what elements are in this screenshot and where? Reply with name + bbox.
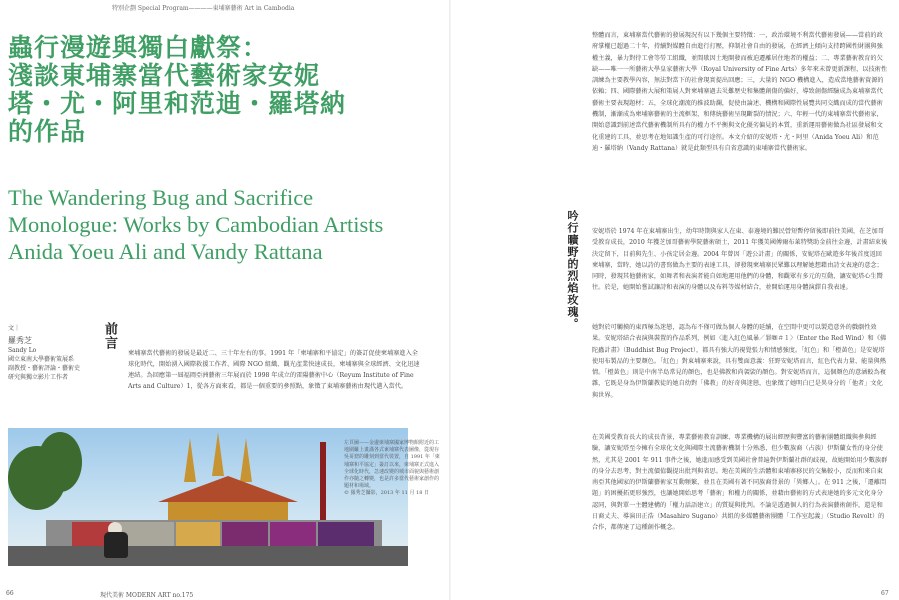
page-gutter (449, 0, 451, 600)
photo-credit: © 羅秀芝攝影，2013 年 11 月 18 日 (344, 490, 429, 497)
article-title-en (8, 184, 448, 265)
title-zh-line: 蟲行漫遊與獨白獻祭： (8, 33, 269, 62)
author-label: 文｜ (8, 325, 21, 332)
magazine-footer: 現代美術 MODERN ART no.175 (100, 592, 194, 599)
body-paragraph: 在美國受教育長大的成長背景，專業藝術教育訓練、專業機構的展出經歷與豐富的藝術團體組織與參與經驗，讓安妮塔至今擁有全球化文化與國際主流藝術機制十分熟悉，但少數族裔（占族）伊斯蘭女性的身分使然，尤其是 2001 年 911 事件之後，她進而感受到美國社會普遍對伊斯蘭社群的歧視，故她開始用少數族群的身分去思考，對主流價值觀提出批判與省思。地在美國的生活體和東埔寨移民的交集較小，反而和來自東南亞其他國家的伊斯蘭藝術家互動頻繁，並且在美國有著不同族裔背景的「異鄉人」。在 911 之後，「遷離問題」的困擾拓更形強烈，也讓她開始思考「藝術」和權力的關係，並藉由藝術的方式表達她的多元文化身分認同，與對單一主體建構的「權力話語建立」的質疑與批判。不論是透過個人的行為表演藝術創作，還是和日裔丈夫、導演田正浩（Masahiro Sugano）共組的多媒體藝術團體「工作室起義」（Studio Revolt）的合作，都傳達了這種創作概念。 (592, 434, 888, 532)
intro-paragraph: 柬埔寨當代藝術的發展是最近二、三十年左右的事。1991 年「柬埔寨和平協定」的簽訂促使柬埔寨進入全球化時代，開始湧入國際救援工作者、國際 NGO 組織、觀光產業快速成長，柬埔寨與全球經濟、文化迅速連結。為回應第一屆福岡亞洲藝術三年展而於 1998 年成立的雷陽藝術中心（Reyum Institute of Fine Arts and Culture）1，從各方面來看，都是一個重要的參照點，象徵了東埔寨藝術由現代邁入當代。 (128, 350, 420, 390)
title-en-line: The Wandering Bug and Sacrifice (8, 185, 314, 210)
foreword-heading: 前言 (102, 322, 117, 350)
temple-base (168, 502, 288, 522)
body-paragraph: 整體而言，東埔寨當代藝術的發展現況有以下幾個主要特徵：一，政治環境不利當代藝術發展——當前的政府掌權已超過二十年，持續對媒體自由進行打壓，抑制社會自由的發展，在經濟上傾向支持跨國性財團與強權主義，暴力對待工會等勞工組織，並間歇因土地開發而被迫遷離居住地者的權益；二、專業藝術教育的欠缺——唯一一所藝術大學皇家藝術大學（Royal University of Fine Arts）多年來未曾更新課程，以技術性訓練為主要教學內容，無法對當下的社會現實提出回應；三，大量的 NGO 機構進入，造成當地藝術資源的依賴；四、國際藝術大展和策展人對柬埔寨過去災難歷史和集體創傷的偏好，導致創傷經驗成為東埔寨當代藝術主要表現題材；五，全球化潮流的推波助瀾，促使由論述、機構和國際性展覽共同交織而成的當代藝術機制，漸漸成為柬埔寨藝術的主流框架，和傳統藝術呈現斷裂的情況；六、年輕一代的東埔寨當代藝術家，開始意識到前述當代藝術機制所具有的權力不平衡與文化優劣偏見的本質，重新運用藝術做為社區發展和文化重建的工具，並思考在地知識生產的可行途徑。本文介紹的安妮塔・尤・阿里（Anida Yoeu Ali）和范迪・羅塔納（Vandy Rattana）就是此類型具有自省意識的東埔寨當代藝術家。 (592, 32, 888, 152)
title-en-line: Anida Yoeu Ali and Vandy Rattana (8, 239, 323, 264)
author-name-en: Sandy Lo (8, 347, 37, 354)
author-role-line: 國立東南大學藝術策展系 (8, 356, 75, 363)
page-number-right: 67 (881, 590, 889, 597)
photo-road (8, 546, 408, 566)
page-number-left: 66 (6, 590, 14, 597)
author-role-line: 副教授・藝術評論・藝術史 (8, 365, 81, 372)
photo-tree (38, 432, 82, 492)
author-role-line: 研究與獨立影片工作者 (8, 374, 69, 381)
title-en-line: Monologue: Works by Cambodian Artists (8, 212, 384, 237)
caption-text: 左頁圖——金邊柬埔寨國家博物館附近的工地圍籬上畫滿各式東埔寨代表圖像，從現存吳哥窟的雕刻到當代裝置，自 1991 年「柬埔寨和平協定」簽訂以來，柬埔寨正式進入全球化時代，急速改變的城市面貌與藝術創作亦隨之轉變，也是許多當代藝術家創作的題材和場域。 (344, 440, 440, 490)
article-title-zh (8, 33, 347, 146)
author-name-zh: 羅秀芝 (8, 336, 32, 345)
title-zh-line: 塔・尤・阿里和范迪・羅塔納 (8, 89, 347, 118)
temple-roof (158, 476, 298, 502)
title-zh-line: 的作品 (8, 117, 87, 146)
section-header: 特別企劃 Special Program————東埔寨藝術 Art in Cambodia (112, 5, 295, 12)
temple-spire (212, 432, 224, 476)
pull-quote: 吟行曠野的烈焰玫瑰。 (566, 210, 579, 330)
photo-caption (344, 440, 442, 498)
author-block (8, 324, 98, 382)
author-roles (8, 355, 98, 382)
body-paragraph: 安妮塔於 1974 年在東埔寨出生，幼年時期與家人在東、泰邊境的難民營短暫停留後即前往美國，在芝加哥受教育成長，2010 年獲芝加哥藝術學院藝術碩士，2011 年獲美國傅爾布萊特獎助金前往金邊，計畫結束後決定留下，目前與先生、小孩定居金邊。2004 年曾因「遊公計畫」的關係，安妮塔在歐遊多年後首度返回柬埔寨，當時，她以詩的書寫做為主要的表達工具，卻發現柬埔寨民眾難以理解她想藉由詩文表達的意念；同時，發現其他藝術家，如舞者和表演者能自如地運用他們的身體，和觀眾有多元的互動，讓安妮塔心生嚮往。於是，她開始嘗試讓詩和表演的身體以及布料等媒材結合，並開始運用身體演繹自我表達。 (592, 228, 888, 292)
title-zh-line: 淺談東埔寨當代藝術家安妮 (8, 61, 321, 90)
body-paragraph: 她對於可觸摸的東西極為迷戀，認為布不僅可做為個人身體的延續，在空間中更可以製造意外的戲劇性效果。安妮塔結合表演與裝置的作品系列，例如〈進入紅色風暴／罪咖＃１〉（Enter the Red Wind）和《佛陀蟲計畫》（Buddhist Bug Project），都具有強大的視覺張力和情感強度。「紅色」和「橙黃色」是安妮塔使用布製品的主要顏色。「紅色」對東埔寨來說，具有雙面意義：狂野安妮塔而言，紅色代表力量、能量與熱情。「橙黃色」則是中南半島常見的顏色，也是佛教和尚袈裟的顏色。對安妮塔而言，這個顏色的意涵較為複雜，它既是身為伊斯蘭教徒的她自幼對「佛教」的好奇與迷戀，也象徵了她明白已是異身分的「他者」文化與世界。 (592, 324, 887, 399)
motorbike (104, 532, 128, 558)
